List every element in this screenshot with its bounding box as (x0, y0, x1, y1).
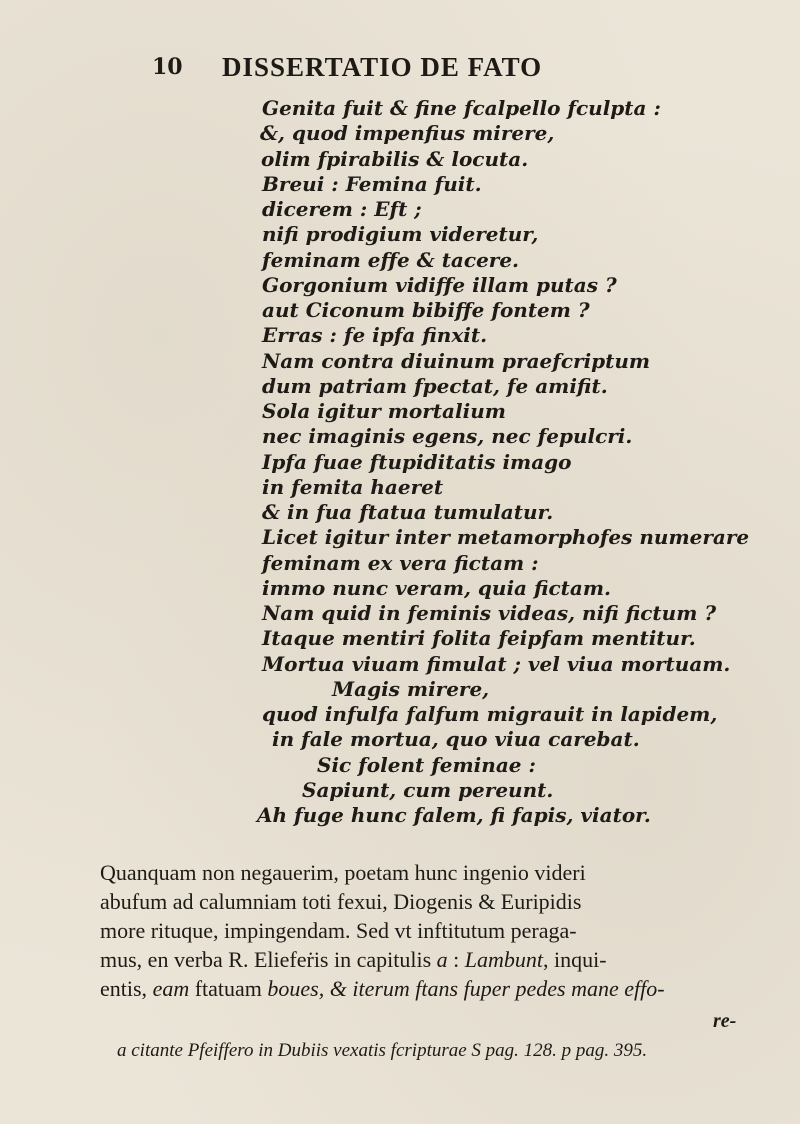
verse-line: Ah fuge hunc falem, fi fapis, viator. (257, 803, 651, 827)
verse-line: nifi prodigium videretur, (262, 222, 539, 246)
verse-line: Magis mirere, (332, 677, 490, 701)
verse-line: Erras : fe ipfa finxit. (262, 323, 488, 347)
prose-italic: Lambunt (464, 947, 544, 972)
prose-text: : (447, 947, 465, 972)
prose-line: abufum ad calumniam toti fexui, Diogenis & Euripidis (100, 889, 582, 914)
verse-line: &, quod impenfius mirere, (260, 121, 555, 145)
prose-line (100, 974, 740, 1003)
prose-line: Quanquam non negauerim, poetam hunc ingenio videri (100, 860, 586, 885)
prose-text: ftatuam (189, 976, 268, 1001)
verse-line: Nam quid in feminis videas, nifi fictum ? (262, 601, 717, 625)
footnote-mark: a (436, 947, 448, 972)
verse-line: Breui : Femina fuit. (262, 172, 482, 196)
verse-line: Gorgonium vidiffe illam putas ? (262, 273, 617, 297)
verse-line: feminam effe & tacere. (262, 248, 520, 272)
verse-line: aut Ciconum bibiffe fontem ? (262, 298, 590, 322)
prose-paragraph (100, 858, 740, 1003)
verse-line: Mortua viuam fimulat ; vel viua mortuam. (262, 652, 731, 676)
verse-line: feminam ex vera fictam : (262, 551, 539, 575)
verse-line: Licet igitur inter metamorphofes numerare (262, 525, 750, 549)
prose-italic: boues, & iterum ftans fuper pedes mane effo- (267, 976, 665, 1001)
prose-line (100, 945, 740, 974)
prose-text: entis, (100, 976, 153, 1001)
footnote: a citante Pfeiffero in Dubiis vexatis fcripturae S pag. 128. p pag. 395. (117, 1040, 648, 1061)
verse-line: & in fua ftatua tumulatur. (262, 500, 554, 524)
verse-line: immo nunc veram, quia fictam. (262, 576, 612, 600)
verse-line: quod infulfa falfum migrauit in lapidem, (262, 702, 718, 726)
prose-italic: eam (152, 976, 190, 1001)
verse-line: Itaque mentiri folita feipfam mentitur. (262, 626, 696, 650)
prose-text: , inqui- (543, 947, 607, 972)
page-header (152, 48, 672, 88)
prose-text: mus, en verba R. Eliefeṙis in capitulis (100, 947, 437, 972)
verse-line: Ipfa fuae ftupiditatis imago (262, 450, 572, 474)
verse-line: Genita fuit & fine fcalpello fculpta : (262, 96, 661, 120)
verse-line: nec imaginis egens, nec fepulcri. (262, 424, 633, 448)
verse-line: Sapiunt, cum pereunt. (302, 778, 554, 802)
catchword: re- (713, 1010, 737, 1032)
verse-line: dicerem : Eft ; (262, 197, 422, 221)
verse-line: olim fpirabilis & locuta. (261, 147, 529, 171)
prose-line: more rituque, impingendam. Sed vt inftitutum peraga- (100, 918, 577, 943)
verse-line: dum patriam fpectat, fe amifit. (262, 374, 608, 398)
verse-line: in fale mortua, quo viua carebat. (272, 727, 640, 751)
verse-line: Sic folent feminae : (317, 753, 536, 777)
page-number: 10 (152, 54, 183, 80)
verse-line: in femita haeret (262, 475, 444, 499)
running-head: DISSERTATIO DE FATO (222, 52, 543, 82)
verse-line: Sola igitur mortalium (262, 399, 506, 423)
verse-line: Nam contra diuinum praefcriptum (262, 349, 651, 373)
